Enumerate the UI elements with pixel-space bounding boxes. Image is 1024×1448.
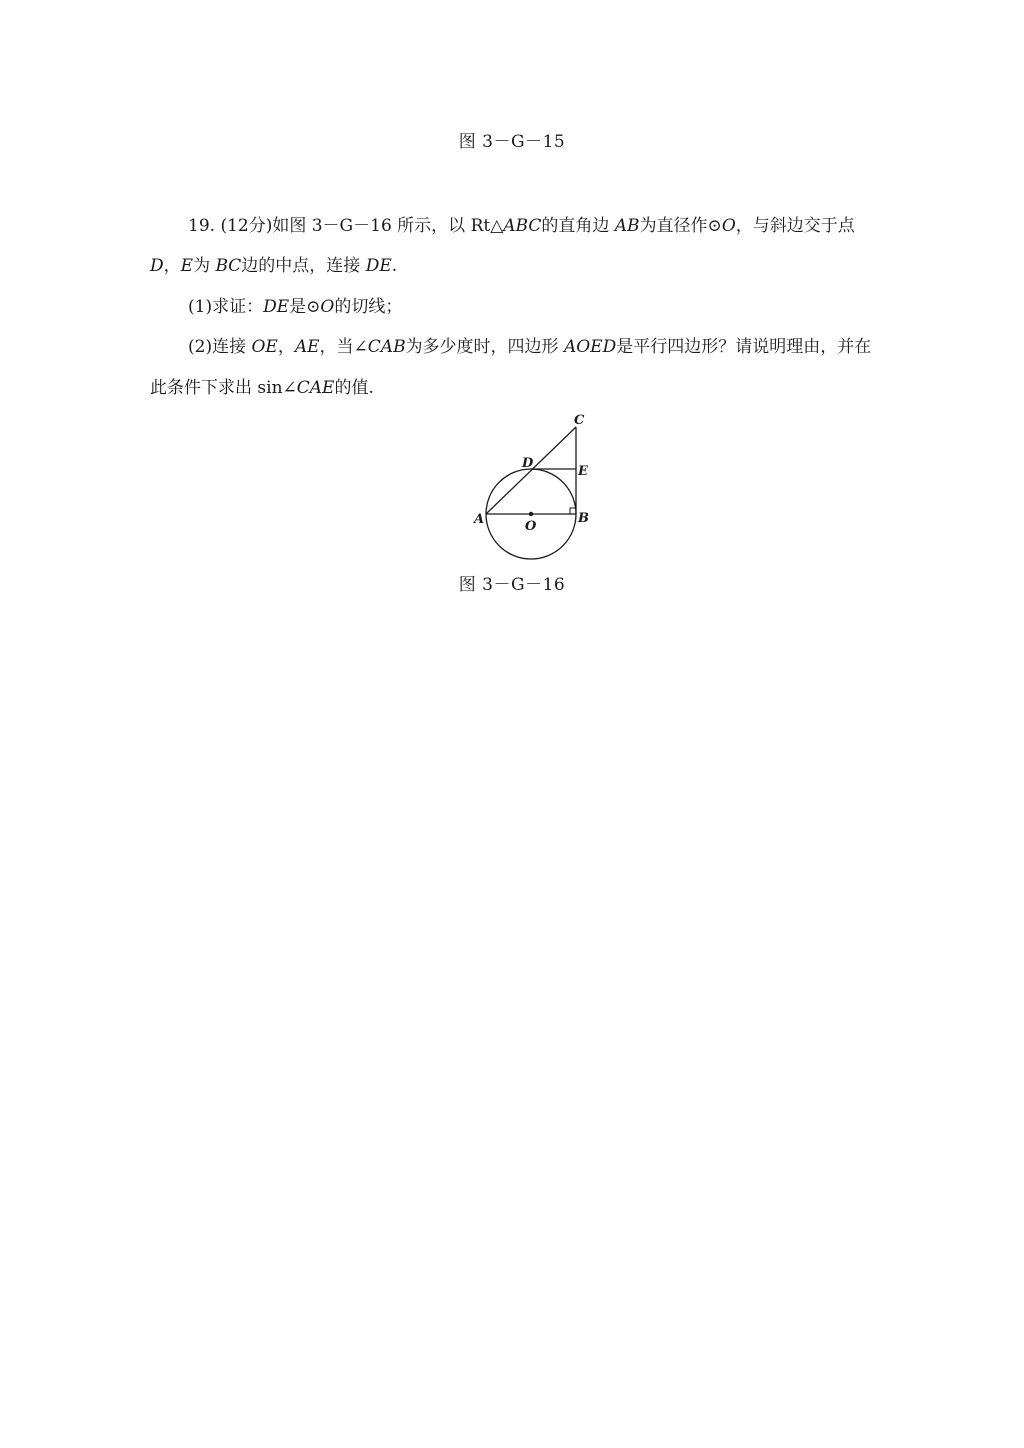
text: 的值. <box>334 378 374 398</box>
figure-caption-prev: 图 3－G－15 <box>458 132 566 152</box>
text: (1)求证： <box>188 297 264 317</box>
problem-line-1 <box>188 215 908 237</box>
label-a: A <box>474 512 485 527</box>
problem-line-2 <box>150 255 870 277</box>
text: DE <box>263 297 290 317</box>
text: 19. (12分)如图 3－G－16 所示，以 Rt△ <box>188 216 504 236</box>
text: . <box>391 256 398 276</box>
text: OE <box>251 337 278 357</box>
text: 为直径作⊙ <box>639 216 722 236</box>
text: ， <box>277 337 295 357</box>
center-point <box>529 512 533 516</box>
problem-part-1 <box>188 296 908 318</box>
label-d: D <box>522 456 534 471</box>
figure-caption: 图 3－G－16 <box>458 575 566 595</box>
problem-line-5 <box>150 377 870 399</box>
label-b: B <box>578 511 589 526</box>
text: E <box>180 256 194 276</box>
text: AOED <box>563 337 617 357</box>
label-c: C <box>574 413 585 428</box>
text: AB <box>614 216 640 236</box>
text: 是⊙ <box>289 297 321 317</box>
geometry-diagram <box>465 400 605 570</box>
text: ABC <box>503 216 542 236</box>
text: CAB <box>367 337 406 357</box>
text: DE <box>365 256 392 276</box>
text: O <box>320 297 335 317</box>
text: 是平行四边形？请说明理由，并在 <box>616 337 872 357</box>
text: CAE <box>296 378 335 398</box>
label-o: O <box>525 519 537 534</box>
text: ， <box>163 256 181 276</box>
text: BC <box>215 256 242 276</box>
geometry-figure <box>465 400 605 570</box>
problem-part-2 <box>188 336 908 358</box>
text: ，与斜边交于点 <box>735 216 855 236</box>
text: D <box>150 256 164 276</box>
text: 此条件下求出 sin∠ <box>150 378 297 398</box>
text: AE <box>294 337 320 357</box>
text: O <box>721 216 736 236</box>
text: 为多少度时，四边形 <box>405 337 564 357</box>
text: 的切线； <box>334 297 403 317</box>
label-e: E <box>578 464 588 479</box>
text: (2)连接 <box>188 337 252 357</box>
text: 的直角边 <box>541 216 615 236</box>
text: 边的中点，连接 <box>241 256 366 276</box>
text: ，当∠ <box>319 337 368 357</box>
text: 为 <box>193 256 216 276</box>
